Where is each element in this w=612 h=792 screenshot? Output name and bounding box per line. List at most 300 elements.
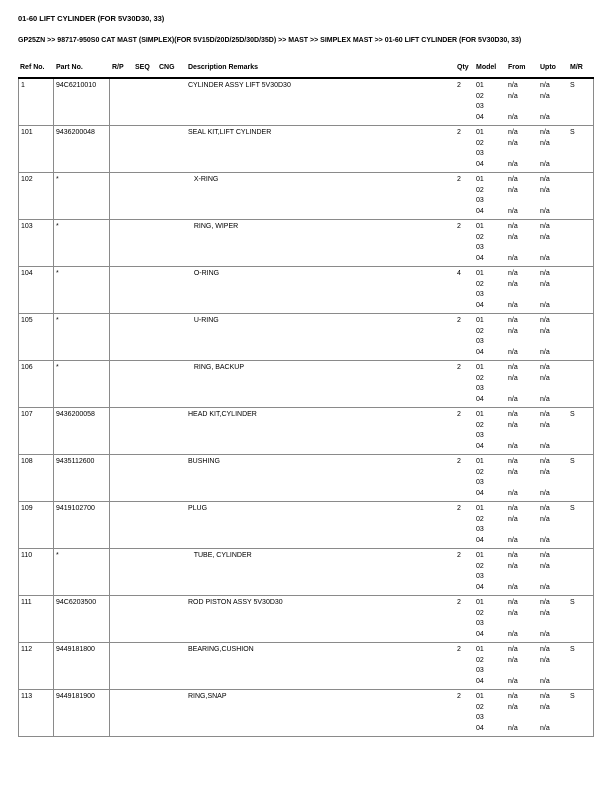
- seq-cell: [133, 455, 157, 501]
- from-cell: [506, 126, 538, 172]
- rp-cell: [110, 220, 133, 266]
- model-line: 01: [476, 552, 484, 559]
- upto-cell: [538, 173, 568, 219]
- upto-line: n/a: [540, 129, 550, 136]
- description-cell: U-RING: [188, 317, 219, 324]
- model-line: 04: [476, 113, 484, 121]
- mr-cell: S: [568, 690, 594, 736]
- upto-line: n/a: [540, 364, 550, 371]
- model-line: 02: [476, 233, 484, 241]
- header-part-no: Part No.: [56, 63, 83, 71]
- description-cell: HEAD KIT,CYLINDER: [188, 411, 257, 418]
- model-line: 02: [476, 280, 484, 288]
- table-row: [18, 408, 594, 455]
- upto-cell: [538, 267, 568, 313]
- upto-line: n/a: [540, 599, 550, 606]
- description-cell: BUSHING: [188, 458, 220, 465]
- from-line: n/a: [508, 468, 518, 476]
- mr-cell: [568, 314, 594, 360]
- upto-cell: [538, 79, 568, 125]
- upto-line: n/a: [540, 82, 550, 89]
- upto-line: n/a: [540, 317, 550, 324]
- from-line: n/a: [508, 411, 518, 418]
- table-row: [18, 455, 594, 502]
- rp-cell: [110, 596, 133, 642]
- mr-cell: S: [568, 79, 594, 125]
- table-row: [18, 173, 594, 220]
- cng-cell: [157, 596, 186, 642]
- model-line: 04: [476, 301, 484, 309]
- from-line: n/a: [508, 724, 518, 732]
- seq-cell: [133, 596, 157, 642]
- upto-line: n/a: [540, 552, 550, 559]
- from-line: n/a: [508, 374, 518, 382]
- upto-line: n/a: [540, 630, 550, 638]
- table-row: [18, 79, 594, 126]
- from-line: n/a: [508, 677, 518, 685]
- model-line: 04: [476, 207, 484, 215]
- upto-line: n/a: [540, 515, 550, 523]
- model-line: 02: [476, 421, 484, 429]
- model-line: 03: [476, 197, 484, 204]
- upto-line: n/a: [540, 646, 550, 653]
- from-line: n/a: [508, 552, 518, 559]
- from-line: n/a: [508, 280, 518, 288]
- upto-line: [540, 196, 566, 207]
- upto-cell: [538, 690, 568, 736]
- description-cell: BEARING,CUSHION: [188, 646, 254, 653]
- from-line: [508, 102, 536, 113]
- from-cell: [506, 455, 538, 501]
- model-line: 04: [476, 254, 484, 262]
- model-line: 04: [476, 630, 484, 638]
- seq-cell: [133, 690, 157, 736]
- model-line: 03: [476, 526, 484, 533]
- from-line: n/a: [508, 317, 518, 324]
- upto-line: n/a: [540, 677, 550, 685]
- upto-line: n/a: [540, 113, 550, 121]
- upto-line: n/a: [540, 609, 550, 617]
- qty-cell: 2: [457, 552, 461, 559]
- qty-cell: 2: [457, 176, 461, 183]
- from-line: n/a: [508, 254, 518, 262]
- from-line: n/a: [508, 703, 518, 711]
- header-description: Description Remarks: [188, 63, 259, 71]
- model-cell: [474, 596, 506, 642]
- upto-cell: [538, 220, 568, 266]
- part-no-cell: 9449181800: [54, 643, 110, 689]
- from-cell: [506, 361, 538, 407]
- from-cell: [506, 596, 538, 642]
- from-cell: [506, 79, 538, 125]
- part-no-cell: *: [54, 549, 110, 595]
- model-cell: [474, 361, 506, 407]
- model-line: 01: [476, 176, 484, 183]
- part-no-cell: 9435112600: [54, 455, 110, 501]
- model-cell: [474, 79, 506, 125]
- upto-line: [540, 666, 566, 677]
- upto-line: n/a: [540, 442, 550, 450]
- part-no-cell: 9436200058: [54, 408, 110, 454]
- cng-cell: [157, 173, 186, 219]
- header-qty: Qty: [457, 63, 469, 71]
- header-rp: R/P: [112, 63, 124, 71]
- cng-cell: [157, 549, 186, 595]
- model-cell: [474, 455, 506, 501]
- upto-line: n/a: [540, 468, 550, 476]
- description-cell: RING, WIPER: [188, 223, 239, 230]
- model-cell: [474, 643, 506, 689]
- upto-line: [540, 478, 566, 489]
- from-line: n/a: [508, 92, 518, 100]
- model-line: 03: [476, 620, 484, 627]
- mr-cell: S: [568, 126, 594, 172]
- upto-line: [540, 713, 566, 724]
- from-line: n/a: [508, 301, 518, 309]
- part-no-cell: 9436200048: [54, 126, 110, 172]
- model-line: 03: [476, 150, 484, 157]
- cng-cell: [157, 267, 186, 313]
- model-line: 04: [476, 583, 484, 591]
- table-row: [18, 361, 594, 408]
- rp-cell: [110, 549, 133, 595]
- from-line: n/a: [508, 562, 518, 570]
- qty-cell: 4: [457, 270, 461, 277]
- model-line: 03: [476, 103, 484, 110]
- table-row: [18, 690, 594, 737]
- seq-cell: [133, 220, 157, 266]
- parts-table: [18, 63, 594, 738]
- table-header-row: [18, 63, 594, 80]
- model-line: 03: [476, 667, 484, 674]
- upto-line: n/a: [540, 693, 550, 700]
- from-cell: [506, 549, 538, 595]
- part-no-cell: *: [54, 361, 110, 407]
- model-line: 02: [476, 92, 484, 100]
- part-no-cell: *: [54, 314, 110, 360]
- from-line: [508, 243, 536, 254]
- from-line: n/a: [508, 536, 518, 544]
- upto-line: n/a: [540, 395, 550, 403]
- qty-cell: 2: [457, 364, 461, 371]
- from-line: n/a: [508, 129, 518, 136]
- header-model: Model: [476, 63, 497, 71]
- qty-cell: 2: [457, 505, 461, 512]
- cng-cell: [157, 455, 186, 501]
- model-line: 01: [476, 270, 484, 277]
- upto-cell: [538, 643, 568, 689]
- from-line: n/a: [508, 421, 518, 429]
- from-line: [508, 619, 536, 630]
- from-line: n/a: [508, 442, 518, 450]
- mr-cell: S: [568, 596, 594, 642]
- qty-cell: 2: [457, 458, 461, 465]
- from-cell: [506, 643, 538, 689]
- rp-cell: [110, 643, 133, 689]
- table-row: [18, 314, 594, 361]
- model-line: 01: [476, 223, 484, 230]
- description-cell: RING,SNAP: [188, 693, 227, 700]
- ref-no-cell: 112: [18, 643, 54, 689]
- from-line: n/a: [508, 505, 518, 512]
- model-cell: [474, 314, 506, 360]
- rp-cell: [110, 690, 133, 736]
- table-row: [18, 267, 594, 314]
- rp-cell: [110, 502, 133, 548]
- model-line: 04: [476, 489, 484, 497]
- cng-cell: [157, 220, 186, 266]
- header-cng: CNG: [159, 63, 175, 71]
- rp-cell: [110, 314, 133, 360]
- upto-line: n/a: [540, 562, 550, 570]
- upto-line: n/a: [540, 186, 550, 194]
- seq-cell: [133, 267, 157, 313]
- upto-line: n/a: [540, 92, 550, 100]
- cng-cell: [157, 502, 186, 548]
- ref-no-cell: 111: [18, 596, 54, 642]
- upto-line: n/a: [540, 583, 550, 591]
- ref-no-cell: 105: [18, 314, 54, 360]
- from-line: [508, 290, 536, 301]
- model-line: 01: [476, 82, 484, 89]
- upto-line: [540, 290, 566, 301]
- model-line: 01: [476, 599, 484, 606]
- seq-cell: [133, 314, 157, 360]
- model-line: 04: [476, 677, 484, 685]
- model-line: 02: [476, 139, 484, 147]
- upto-line: n/a: [540, 223, 550, 230]
- mr-cell: [568, 220, 594, 266]
- upto-line: n/a: [540, 421, 550, 429]
- model-line: 01: [476, 317, 484, 324]
- ref-no-cell: 110: [18, 549, 54, 595]
- model-line: 02: [476, 609, 484, 617]
- from-cell: [506, 267, 538, 313]
- cng-cell: [157, 126, 186, 172]
- upto-line: n/a: [540, 301, 550, 309]
- rp-cell: [110, 126, 133, 172]
- ref-no-cell: 106: [18, 361, 54, 407]
- part-no-cell: *: [54, 220, 110, 266]
- upto-line: [540, 525, 566, 536]
- from-line: n/a: [508, 160, 518, 168]
- description-cell: SEAL KIT,LIFT CYLINDER: [188, 129, 272, 136]
- table-body: [18, 79, 594, 737]
- qty-cell: 2: [457, 317, 461, 324]
- upto-line: [540, 619, 566, 630]
- model-cell: [474, 267, 506, 313]
- breadcrumb: GP25ZN >> 98717-950S0 CAT MAST (SIMPLEX)(FOR 5V15D/20D/25D/30D/35D) >> MAST >> SIMPLEX MAST >> 01-60 LIFT CYLINDER (FOR 5V30D30, 33): [18, 37, 522, 44]
- from-line: n/a: [508, 327, 518, 335]
- upto-cell: [538, 126, 568, 172]
- from-line: [508, 384, 536, 395]
- description-cell: PLUG: [188, 505, 208, 512]
- upto-line: n/a: [540, 505, 550, 512]
- model-line: 02: [476, 562, 484, 570]
- from-line: [508, 431, 536, 442]
- upto-line: n/a: [540, 458, 550, 465]
- description-cell: X-RING: [188, 176, 219, 183]
- ref-no-cell: 107: [18, 408, 54, 454]
- model-line: 01: [476, 129, 484, 136]
- upto-line: [540, 102, 566, 113]
- qty-cell: 2: [457, 599, 461, 606]
- model-line: 01: [476, 505, 484, 512]
- from-line: n/a: [508, 693, 518, 700]
- cng-cell: [157, 690, 186, 736]
- mr-cell: S: [568, 408, 594, 454]
- mr-cell: [568, 173, 594, 219]
- description-cell: TUBE, CYLINDER: [188, 552, 252, 559]
- from-line: n/a: [508, 82, 518, 89]
- model-line: 02: [476, 703, 484, 711]
- description-cell: RING, BACKUP: [188, 364, 245, 371]
- qty-cell: 2: [457, 82, 461, 89]
- model-line: 03: [476, 385, 484, 392]
- upto-line: n/a: [540, 348, 550, 356]
- model-line: 02: [476, 186, 484, 194]
- qty-cell: 2: [457, 129, 461, 136]
- header-mr: M/R: [570, 63, 583, 71]
- from-line: n/a: [508, 646, 518, 653]
- from-line: n/a: [508, 599, 518, 606]
- seq-cell: [133, 79, 157, 125]
- upto-line: [540, 149, 566, 160]
- model-cell: [474, 690, 506, 736]
- upto-cell: [538, 408, 568, 454]
- qty-cell: 2: [457, 223, 461, 230]
- seq-cell: [133, 173, 157, 219]
- model-line: 03: [476, 291, 484, 298]
- mr-cell: S: [568, 643, 594, 689]
- ref-no-cell: 113: [18, 690, 54, 736]
- model-line: 02: [476, 468, 484, 476]
- model-line: 04: [476, 160, 484, 168]
- from-line: n/a: [508, 348, 518, 356]
- cng-cell: [157, 79, 186, 125]
- model-line: 04: [476, 395, 484, 403]
- model-cell: [474, 220, 506, 266]
- from-line: n/a: [508, 223, 518, 230]
- upto-cell: [538, 314, 568, 360]
- from-line: [508, 149, 536, 160]
- from-line: n/a: [508, 458, 518, 465]
- rp-cell: [110, 79, 133, 125]
- ref-no-cell: 1: [18, 79, 54, 125]
- model-cell: [474, 502, 506, 548]
- seq-cell: [133, 408, 157, 454]
- header-from: From: [508, 63, 526, 71]
- upto-line: n/a: [540, 703, 550, 711]
- qty-cell: 2: [457, 646, 461, 653]
- model-line: 03: [476, 432, 484, 439]
- ref-no-cell: 101: [18, 126, 54, 172]
- from-line: n/a: [508, 176, 518, 183]
- model-cell: [474, 126, 506, 172]
- rp-cell: [110, 173, 133, 219]
- upto-line: n/a: [540, 374, 550, 382]
- from-line: n/a: [508, 270, 518, 277]
- model-line: 01: [476, 693, 484, 700]
- from-line: [508, 478, 536, 489]
- from-line: [508, 666, 536, 677]
- upto-line: n/a: [540, 254, 550, 262]
- mr-cell: [568, 361, 594, 407]
- upto-cell: [538, 596, 568, 642]
- description-cell: CYLINDER ASSY LIFT 5V30D30: [188, 82, 291, 89]
- upto-line: n/a: [540, 160, 550, 168]
- description-cell: ROD PISTON ASSY 5V30D30: [188, 599, 283, 606]
- cng-cell: [157, 361, 186, 407]
- model-line: 04: [476, 442, 484, 450]
- from-line: [508, 713, 536, 724]
- seq-cell: [133, 502, 157, 548]
- upto-line: [540, 337, 566, 348]
- header-seq: SEQ: [135, 63, 150, 71]
- seq-cell: [133, 126, 157, 172]
- upto-line: n/a: [540, 536, 550, 544]
- seq-cell: [133, 361, 157, 407]
- header-upto: Upto: [540, 63, 556, 71]
- upto-cell: [538, 549, 568, 595]
- model-cell: [474, 408, 506, 454]
- mr-cell: [568, 549, 594, 595]
- model-line: 04: [476, 724, 484, 732]
- qty-cell: 2: [457, 411, 461, 418]
- table-row: [18, 220, 594, 267]
- rp-cell: [110, 408, 133, 454]
- part-no-cell: 94C6210010: [54, 79, 110, 125]
- part-no-cell: 9419102700: [54, 502, 110, 548]
- from-line: n/a: [508, 489, 518, 497]
- from-line: [508, 572, 536, 583]
- from-line: n/a: [508, 233, 518, 241]
- model-line: 02: [476, 515, 484, 523]
- description-cell: O-RING: [188, 270, 220, 277]
- from-line: n/a: [508, 656, 518, 664]
- part-no-cell: *: [54, 267, 110, 313]
- upto-line: n/a: [540, 270, 550, 277]
- upto-line: n/a: [540, 139, 550, 147]
- model-line: 02: [476, 656, 484, 664]
- from-line: n/a: [508, 139, 518, 147]
- from-line: [508, 525, 536, 536]
- table-row: [18, 502, 594, 549]
- upto-line: n/a: [540, 280, 550, 288]
- upto-line: n/a: [540, 724, 550, 732]
- rp-cell: [110, 455, 133, 501]
- from-line: n/a: [508, 515, 518, 523]
- model-cell: [474, 173, 506, 219]
- upto-line: n/a: [540, 656, 550, 664]
- upto-line: n/a: [540, 233, 550, 241]
- ref-no-cell: 109: [18, 502, 54, 548]
- seq-cell: [133, 643, 157, 689]
- cng-cell: [157, 314, 186, 360]
- table-row: [18, 643, 594, 690]
- qty-cell: 2: [457, 693, 461, 700]
- part-no-cell: 94C6203500: [54, 596, 110, 642]
- from-line: n/a: [508, 583, 518, 591]
- upto-line: n/a: [540, 207, 550, 215]
- table-row: [18, 549, 594, 596]
- model-line: 03: [476, 573, 484, 580]
- header-ref-no: Ref No.: [20, 63, 45, 71]
- model-line: 02: [476, 374, 484, 382]
- from-line: n/a: [508, 186, 518, 194]
- mr-cell: S: [568, 502, 594, 548]
- from-cell: [506, 690, 538, 736]
